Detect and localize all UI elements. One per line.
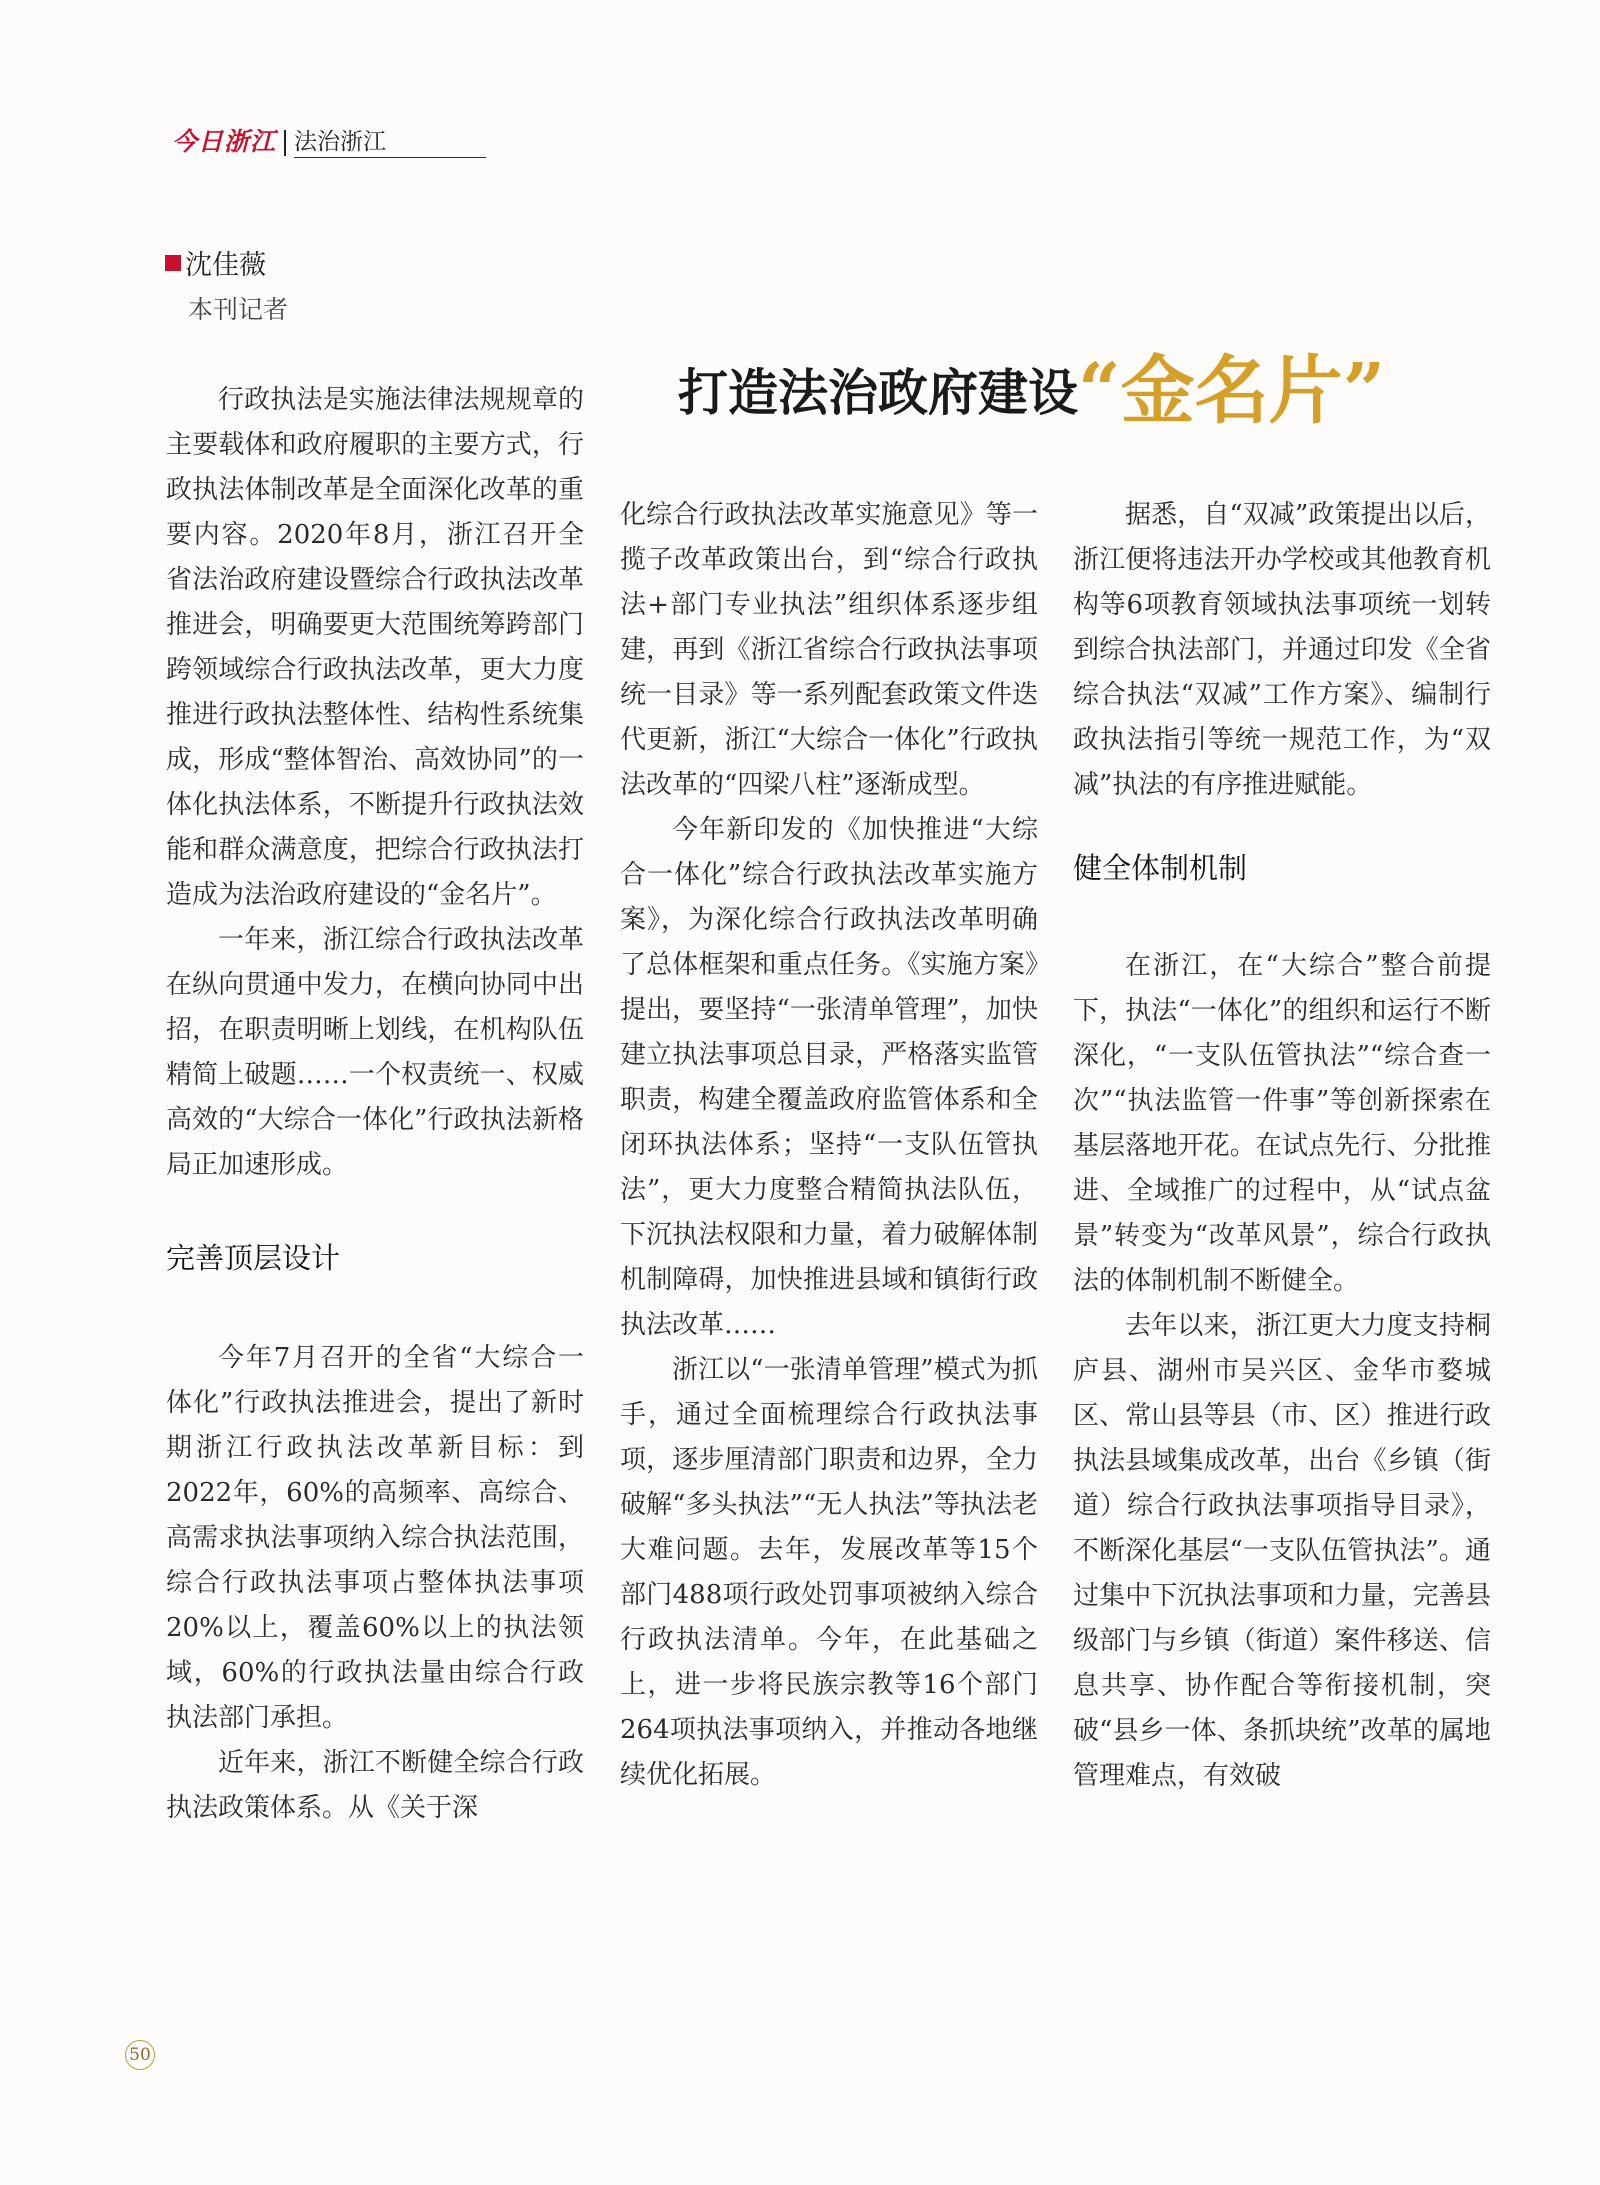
author-role: 本刊记者 <box>188 295 289 324</box>
column-1 <box>166 378 584 1831</box>
paragraph: 今年新印发的《加快推进“大综合一体化”综合行政执法改革实施方案》，为深化综合行政执法改革明确了总体框架和重点任务。《实施方案》提出，要坚持“一张清单管理”，加快建立执法事项总目录，严格落实监管职责，构建全覆盖政府监管体系和全闭环执法体系；坚持“一支队伍管执法”，更大力度整合精简执法队伍，下沉执法权限和力量，着力破解体制机制障碍，加快推进县域和镇街行政执法改革…… <box>620 815 1038 1340</box>
subheading: 健全体制机制 <box>1073 851 1248 885</box>
paragraph: 在浙江，在“大综合”整合前提下，执法“一体化”的组织和运行不断深化，“一支队伍管执法”“综合查一次”“执法监管一件事”等创新探索在基层落地开花。在试点先行、分批推进、全域推广的过程中，从“试点盆景”转变为“改革风景”，综合行政执法的体制机制不断健全。 <box>1073 951 1491 1296</box>
paragraph: 据悉，自“双减”政策提出以后，浙江便将违法开办学校或其他教育机构等6项教育领域执法事项统一划转到综合执法部门，并通过印发《全省综合执法“双减”工作方案》、编制行政执法指引等统一规范工作，为“双减”执法的有序推进赋能。 <box>1073 500 1491 800</box>
page-number: 50 <box>125 2040 155 2070</box>
page-header <box>172 122 486 158</box>
article-title <box>678 332 1385 438</box>
author-label: 沈佳薇 <box>185 250 266 281</box>
paragraph: 化综合行政执法改革实施意见》等一揽子改革政策出台，到“综合行政执法+部门专业执法”组织体系逐步组建，再到《浙江省综合行政执法事项统一目录》等一系列配套政策文件迭代更新，浙江“大综合一体化”行政执法改革的“四梁八柱”逐渐成型。 <box>620 500 1038 800</box>
red-square-marker <box>165 255 181 271</box>
paragraph: 近年来，浙江不断健全综合行政执法政策体系。从《关于深 <box>166 1748 584 1823</box>
author-name <box>165 243 266 282</box>
title-highlight: “金名片” <box>1078 348 1386 434</box>
column-2 <box>620 493 1038 1798</box>
paragraph: 浙江以“一张清单管理”模式为抓手，通过全面梳理综合行政执法事项，逐步厘清部门职责和边界，全力破解“多头执法”“无人执法”等执法老大难问题。去年，发展改革等15个部门488项行政处罚事项被纳入综合行政执法清单。今年，在此基础之上，进一步将民族宗教等16个部门264项执法事项纳入，并推动各地继续优化拓展。 <box>620 1355 1038 1790</box>
header-divider <box>284 130 286 156</box>
paragraph: 行政执法是实施法律法规规章的主要载体和政府履职的主要方式，行政执法体制改革是全面深化改革的重要内容。2020年8月，浙江召开全省法治政府建设暨综合行政执法改革推进会，明确要更大范围统筹跨部门跨领域综合行政执法改革，更大力度推进行政执法整体性、结构性系统集成，形成“整体智治、高效协同”的一体化执法体系，不断提升行政执法效能和群众满意度，把综合行政执法打造成为法治政府建设的“金名片”。 <box>166 385 584 910</box>
magazine-logo: 今日浙江 <box>172 127 277 156</box>
column-3 <box>1073 493 1491 1799</box>
subheading: 完善顶层设计 <box>166 1241 341 1275</box>
paragraph: 今年7月召开的全省“大综合一体化”行政执法推进会，提出了新时期浙江行政执法改革新目标：到2022年，60%的高频率、高综合、高需求执法事项纳入综合执法范围，综合行政执法事项占整体执法事项20%以上，覆盖60%以上的执法领域，60%的行政执法量由综合行政执法部门承担。 <box>166 1343 584 1733</box>
title-main: 打造法治政府建设 <box>678 363 1078 422</box>
paragraph: 一年来，浙江综合行政执法改革在纵向贯通中发力，在横向协同中出招，在职责明晰上划线，在机构队伍精简上破题……一个权责统一、权威高效的“大综合一体化”行政执法新格局正加速形成。 <box>166 925 584 1180</box>
section-name: 法治浙江 <box>294 123 486 158</box>
paragraph: 去年以来，浙江更大力度支持桐庐县、湖州市吴兴区、金华市婺城区、常山县等县（市、区）推进行政执法县域集成改革，出台《乡镇（街道）综合行政执法事项指导目录》，不断深化基层“一支队伍管执法”。通过集中下沉执法事项和力量，完善县级部门与乡镇（街道）案件移送、信息共享、协作配合等衔接机制，突破“县乡一体、条抓块统”改革的属地管理难点，有效破 <box>1073 1311 1491 1791</box>
